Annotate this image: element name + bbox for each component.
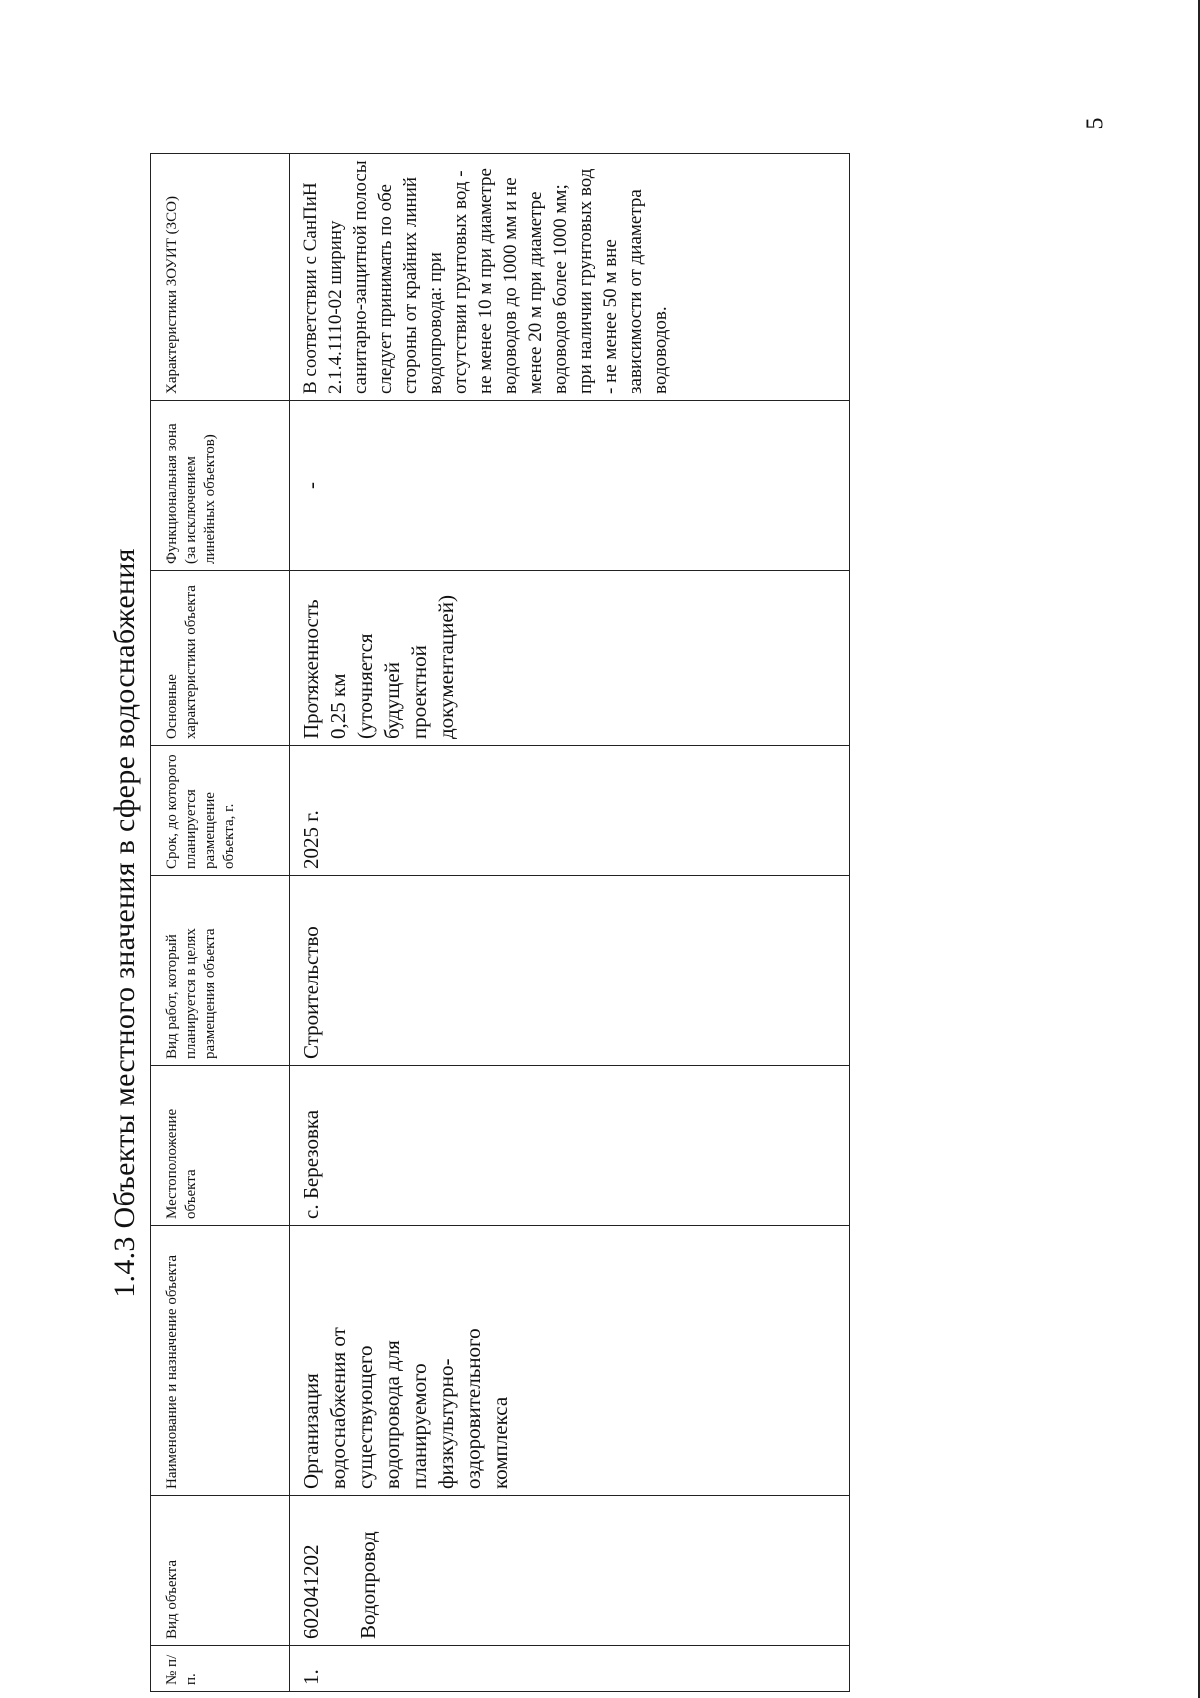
cell-name: Организация водоснабжения от существующего водопровода для планируемого физкультурно-оздоровительного комплекса — [290, 1226, 850, 1496]
water-supply-table — [150, 153, 850, 1692]
header-location: Местоположение объекта — [151, 1066, 290, 1226]
header-kind: Вид объекта — [151, 1496, 290, 1646]
header-name: Наименование и назначение объекта — [151, 1226, 290, 1496]
cell-zouit: В соответствии с СанПиН 2.1.4.1110-02 ширину санитарно-защитной полосы следует принимать по обе стороны от крайних линий водопровода: при отсутствии грунтовых вод - не менее 10 м при диаметре водоводов до 1000 мм и не менее 20 м при диаметре водоводов более 1000 мм; при наличии грунтовых вод - не менее 50 м вне зависимости от диаметра водоводов. — [290, 154, 850, 401]
rotated-content — [108, 154, 850, 1692]
cell-kind-name: Водопровод — [356, 1531, 380, 1639]
page-number: 5 — [1082, 117, 1109, 130]
cell-kind — [290, 1496, 850, 1646]
header-term: Срок, до которого планируется размещение объекта, г. — [151, 746, 290, 876]
cell-characteristics: Протяженность 0,25 км (уточняется будущей проектной документацией) — [290, 571, 850, 746]
header-zouit: Характеристики ЗОУИТ (ЗСО) — [151, 154, 290, 401]
cell-location: с. Березовка — [290, 1066, 850, 1226]
header-characteristics: Основные характеристики объекта — [151, 571, 290, 746]
header-zone: Функциональная зона (за исключением линейных объектов) — [151, 401, 290, 571]
table-title: 1.4.3 Объекты местного значения в сфере водоснабжения — [108, 548, 141, 1298]
header-num: № п/п. — [151, 1646, 290, 1692]
cell-zone: - — [290, 401, 850, 571]
table-row — [290, 154, 850, 1692]
header-row — [151, 154, 290, 1692]
cell-term: 2025 г. — [290, 746, 850, 876]
cell-work: Строительство — [290, 876, 850, 1066]
header-work: Вид работ, который планируется в целях размещения объекта — [151, 876, 290, 1066]
cell-num: 1. — [290, 1646, 850, 1692]
cell-kind-code: 602041202 — [299, 1544, 323, 1639]
